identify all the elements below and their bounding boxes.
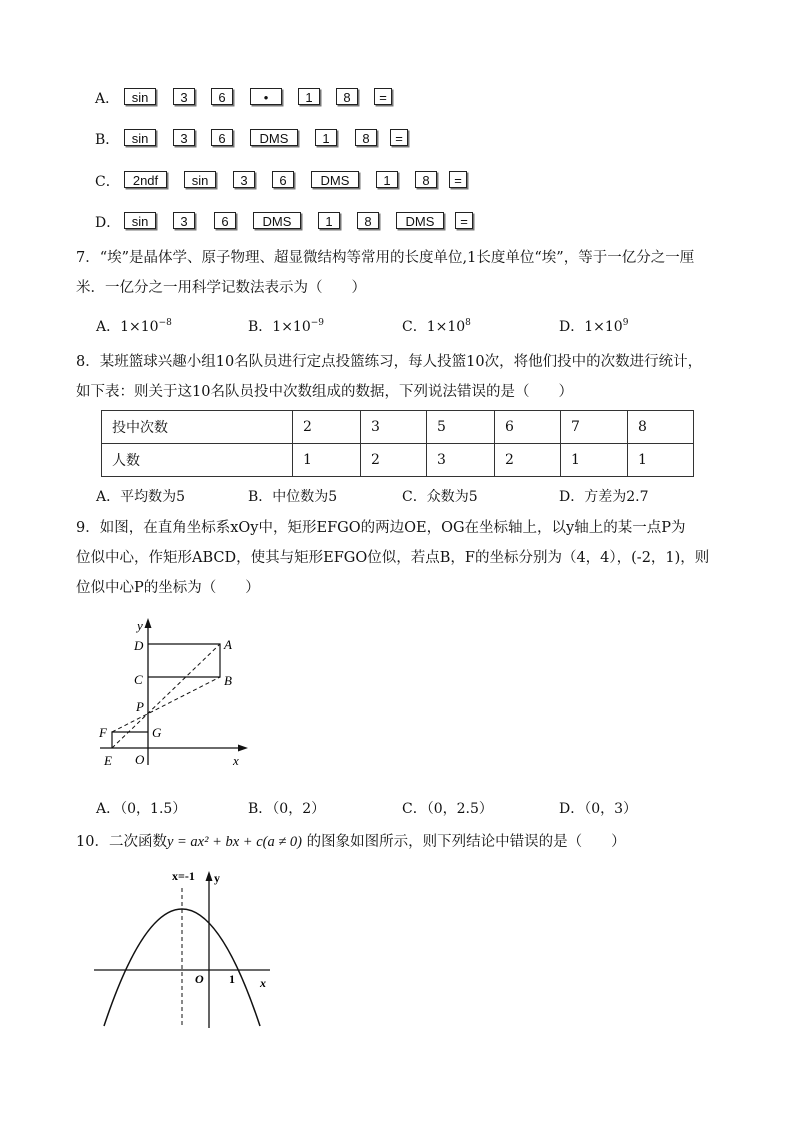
calc-key-dms: DMS <box>253 212 301 229</box>
label-o: O <box>195 972 204 986</box>
label-a: A <box>224 637 232 652</box>
q9-option-b-text: （0，2） <box>272 801 326 817</box>
label-y: y <box>137 618 143 633</box>
y-axis-arrow-icon <box>206 871 213 881</box>
q7-stem-line1: 7．“埃”是晶体学、原子物理、超显微结构等常用的长度单位,1长度单位“埃”，等于一亿分之一厘 <box>76 250 695 266</box>
q7-option-a-base: 1×10 <box>120 319 159 335</box>
q8-option-d <box>559 486 649 506</box>
calc-key-equals: = <box>455 212 473 229</box>
calc-key-6: 6 <box>214 212 236 229</box>
label-o: O <box>135 752 145 767</box>
q8-option-d-text: 方差为2.7 <box>584 489 649 505</box>
label-x: x <box>233 753 239 768</box>
calc-key-3: 3 <box>233 171 255 188</box>
q10-stem-prefix: 10．二次函数 <box>76 834 167 850</box>
label-b: B <box>224 673 232 688</box>
label-e: E <box>104 753 112 768</box>
q7-option-d-label: D． <box>559 319 585 335</box>
q9-option-d-label: D． <box>559 801 585 817</box>
q7-option-c-exp: 8 <box>465 318 471 328</box>
calc-key-1: 1 <box>318 212 340 229</box>
rectangle-abcd <box>148 644 220 677</box>
y-axis-arrow-icon <box>145 618 152 628</box>
calc-key-3: 3 <box>173 129 195 146</box>
table-cell: 1 <box>293 444 361 477</box>
calc-key-dms: DMS <box>311 171 359 188</box>
table-cell: 2 <box>361 444 427 477</box>
table-cell: 3 <box>427 444 495 477</box>
label-p: P <box>136 699 144 714</box>
q6-option-a-label: A． <box>95 91 120 107</box>
score-table <box>101 410 694 477</box>
table-row <box>102 444 694 477</box>
q8-stem-line2: 如下表：则关于这10名队员投中次数组成的数据，下列说法错误的是（ ） <box>76 384 573 400</box>
calc-key-8: 8 <box>336 88 358 105</box>
table-cell: 2 <box>293 411 361 444</box>
table-cell: 8 <box>628 411 694 444</box>
q7-option-c <box>402 316 471 336</box>
q9-stem-line2: 位似中心，作矩形ABCD，使其与矩形EFGO位似，若点B，F的坐标分别为（4，4），(-2，1)，则 <box>76 550 710 566</box>
calc-key-2ndf: 2ndf <box>124 171 167 188</box>
label-d: D <box>134 638 144 653</box>
label-x-eq-minus-1: x=-1 <box>172 869 195 883</box>
q7-option-a-exp: −8 <box>158 318 172 328</box>
calc-key-8: 8 <box>355 129 377 146</box>
calc-key-3: 3 <box>173 88 195 105</box>
q8-stem-line1: 8．某班篮球兴趣小组10名队员进行定点投篮练习，每人投篮10次，将他们投中的次数进行统计， <box>76 354 703 370</box>
q8-option-d-label: D． <box>559 489 585 505</box>
calc-key-sin: sin <box>184 171 216 188</box>
calc-key-equals: = <box>449 171 467 188</box>
calc-key-6: 6 <box>211 88 233 105</box>
q7-option-d-exp: 9 <box>622 318 629 328</box>
q6-option-d-label: D． <box>95 215 121 231</box>
calc-key-1: 1 <box>298 88 320 105</box>
q9-option-c-text: （0，2.5） <box>426 801 493 817</box>
table-cell: 7 <box>561 411 628 444</box>
calc-key-sin: sin <box>124 129 156 146</box>
x-axis-arrow-icon <box>238 745 248 752</box>
label-c: C <box>134 672 143 687</box>
q10-parabola-figure <box>92 866 282 1031</box>
label-y: y <box>214 871 220 885</box>
q7-option-b <box>248 316 324 336</box>
calc-key-equals: = <box>374 88 392 105</box>
q9-option-b <box>248 798 325 818</box>
table-cell: 2 <box>495 444 561 477</box>
q8-option-c <box>402 486 478 506</box>
calc-key-3: 3 <box>173 212 195 229</box>
q7-option-b-exp: −9 <box>310 318 325 328</box>
q8-option-a-label: A． <box>96 489 121 505</box>
q8-option-b-text: 中位数为5 <box>272 489 338 505</box>
label-x: x <box>260 976 266 990</box>
label-one: 1 <box>229 972 235 986</box>
calc-key-6: 6 <box>272 171 294 188</box>
q8-option-c-text: 众数为5 <box>426 489 478 505</box>
q9-stem-line1: 9．如图，在直角坐标系xOy中，矩形EFGO的两边OE，OG在坐标轴上，以y轴上的某一点P为 <box>76 520 686 536</box>
calc-key-8: 8 <box>415 171 437 188</box>
calc-key-dot: • <box>250 88 282 105</box>
q9-option-a-label: A． <box>96 801 121 817</box>
calc-key-1: 1 <box>376 171 398 188</box>
label-f: F <box>99 725 107 740</box>
calc-key-dms: DMS <box>396 212 444 229</box>
q7-option-c-base: 1×10 <box>426 319 466 335</box>
calc-key-equals: = <box>390 129 408 146</box>
dashed-line-fb <box>112 677 220 732</box>
q9-option-d-text: （0，3） <box>584 801 638 817</box>
rectangle-efgo <box>112 732 148 748</box>
q9-stem-line3: 位似中心P的坐标为（ ） <box>76 580 260 596</box>
table-cell: 3 <box>361 411 427 444</box>
calc-key-sin: sin <box>124 88 156 105</box>
q9-coordinate-figure <box>95 615 260 775</box>
q10-stem <box>76 832 626 852</box>
q8-option-a <box>96 486 185 506</box>
calc-key-6: 6 <box>211 129 233 146</box>
table-cell: 人数 <box>102 444 293 477</box>
q9-option-d <box>559 798 637 818</box>
q10-formula: y = ax² + bx + c(a ≠ 0) <box>166 834 303 850</box>
q8-option-b-label: B． <box>248 489 273 505</box>
q7-option-c-label: C． <box>402 319 427 335</box>
q7-option-b-label: B． <box>248 319 273 335</box>
q8-option-b <box>248 486 337 506</box>
q7-option-b-base: 1×10 <box>272 319 311 335</box>
q9-option-c-label: C． <box>402 801 427 817</box>
table-row <box>102 411 694 444</box>
dashed-line-ea <box>112 644 220 748</box>
q6-option-c-label: C． <box>95 174 120 190</box>
q7-option-a <box>96 316 172 336</box>
q7-option-d-base: 1×10 <box>584 319 623 335</box>
q10-stem-suffix: 的图象如图所示，则下列结论中错误的是（ ） <box>302 834 626 850</box>
q7-option-d <box>559 316 628 336</box>
q9-option-c <box>402 798 493 818</box>
calc-key-8: 8 <box>357 212 379 229</box>
table-cell: 1 <box>561 444 628 477</box>
calc-key-dms: DMS <box>250 129 298 146</box>
calc-key-sin: sin <box>124 212 156 229</box>
q8-option-a-text: 平均数为5 <box>120 489 186 505</box>
q6-option-b-label: B． <box>95 132 120 148</box>
q7-option-a-label: A． <box>96 319 121 335</box>
q7-stem-line2: 米．一亿分之一用科学记数法表示为（ ） <box>76 280 366 296</box>
q9-option-b-label: B． <box>248 801 273 817</box>
table-cell: 1 <box>628 444 694 477</box>
q8-option-c-label: C． <box>402 489 427 505</box>
table-cell: 投中次数 <box>102 411 293 444</box>
table-cell: 6 <box>495 411 561 444</box>
label-g: G <box>152 725 162 740</box>
q9-option-a <box>96 798 186 818</box>
q9-option-a-text: （0，1.5） <box>120 801 187 817</box>
calc-key-1: 1 <box>315 129 337 146</box>
table-cell: 5 <box>427 411 495 444</box>
